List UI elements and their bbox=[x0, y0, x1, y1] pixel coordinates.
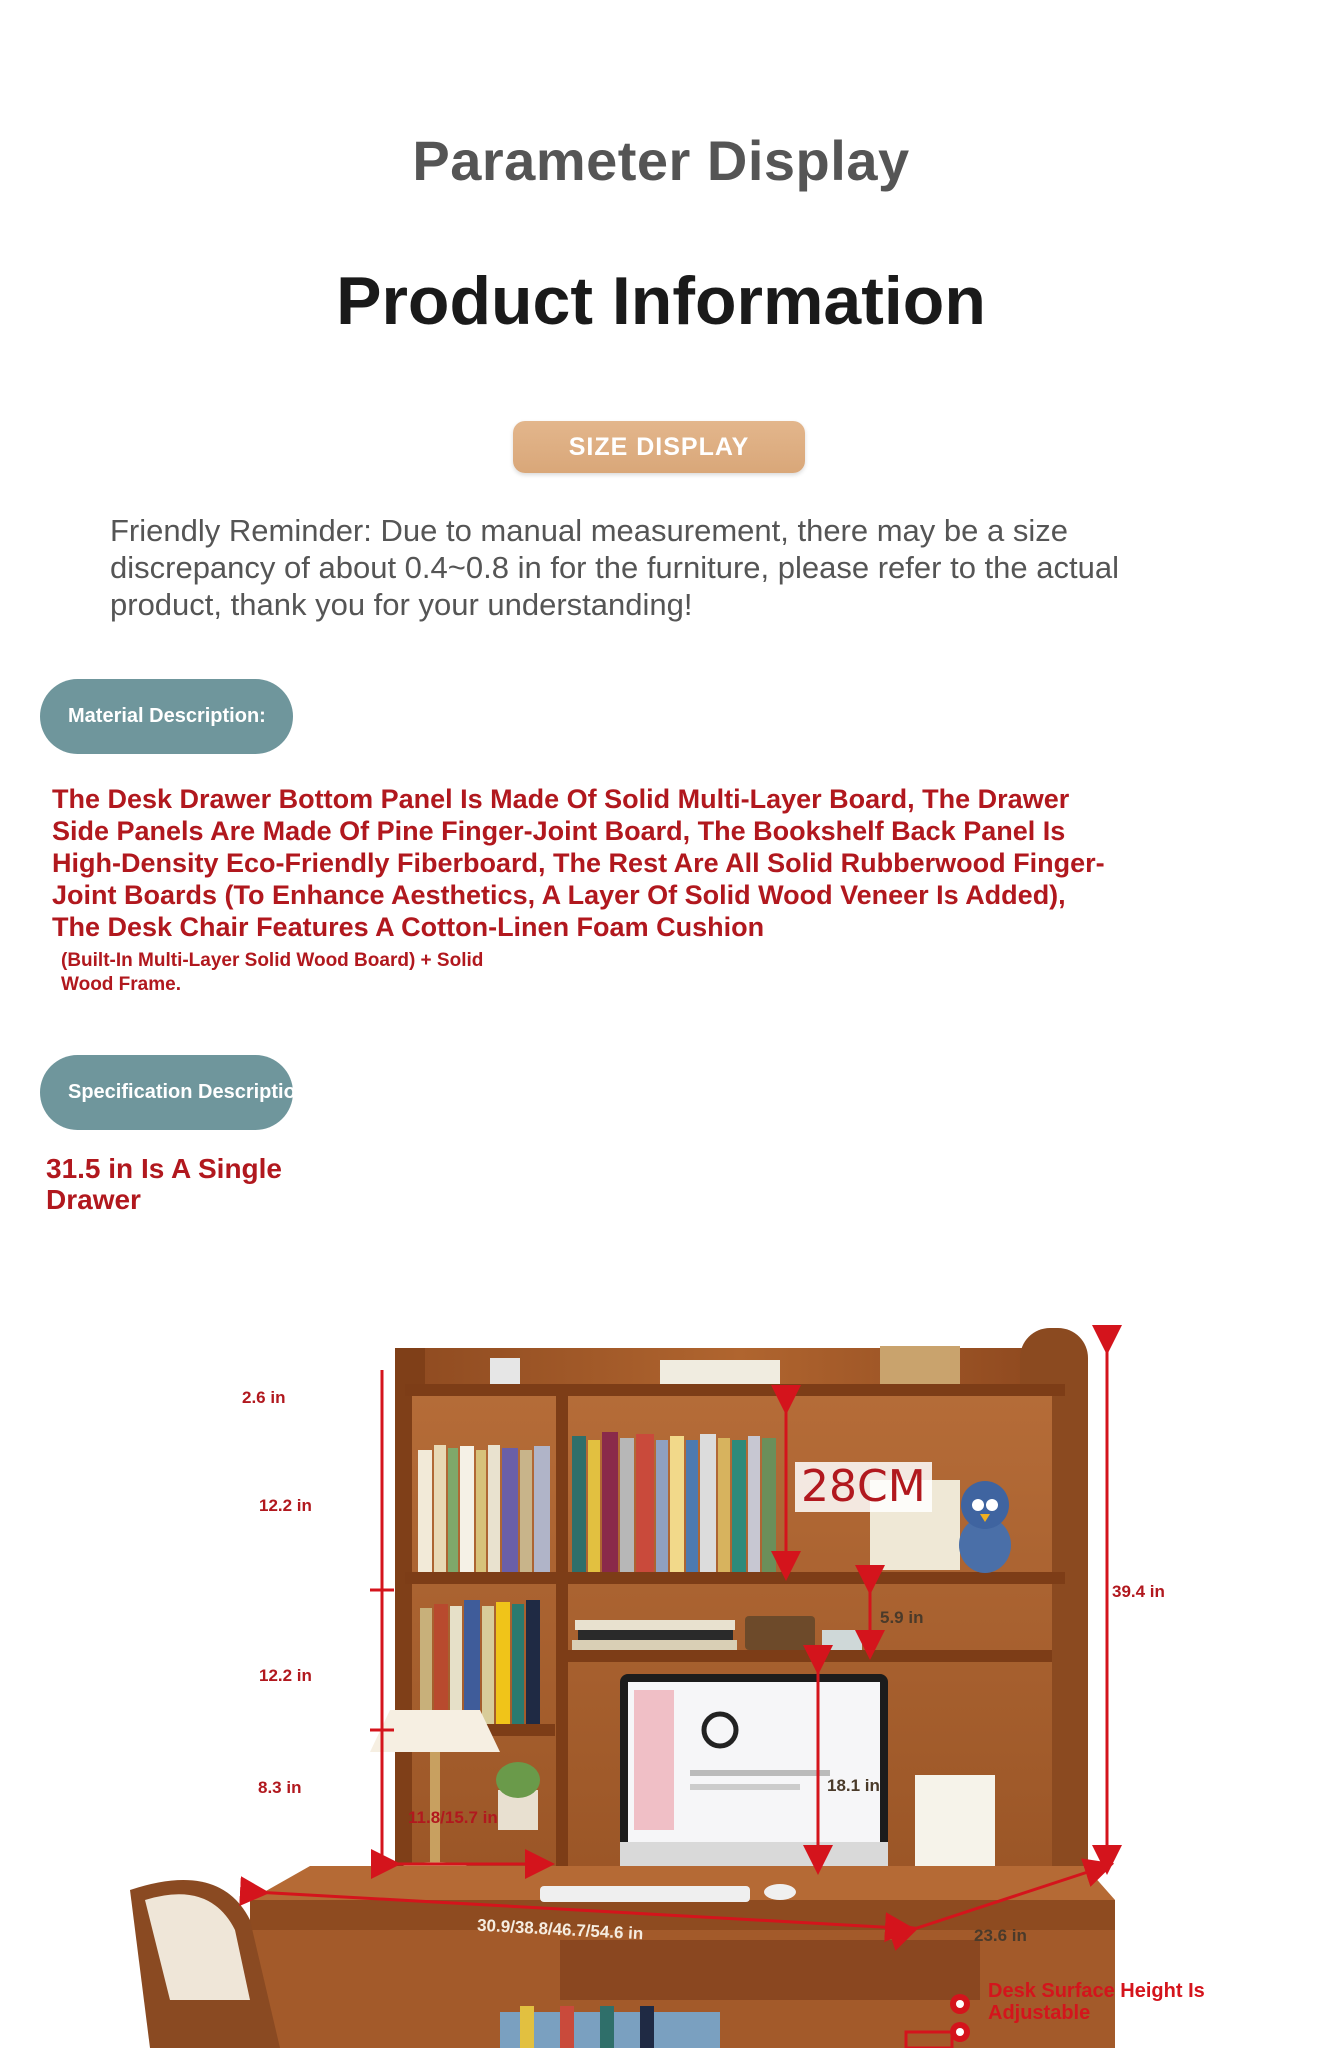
penguin-figure bbox=[959, 1481, 1011, 1573]
bottom-gap-label: 8.3 in bbox=[258, 1778, 302, 1797]
friendly-reminder: Friendly Reminder: Due to manual measurement, there may be a size discrepancy of about 0.4~0.8 in for the furniture, please refer to the actual product, thank you for your understanding! bbox=[110, 513, 1119, 622]
desk-product-illustration bbox=[0, 1300, 1322, 2048]
monitor-space-label: 18.1 in bbox=[827, 1776, 880, 1795]
material-frame-note: (Built-In Multi-Layer Solid Wood Board) + Solid Wood Frame. bbox=[61, 950, 484, 995]
material-description-text: The Desk Drawer Bottom Panel Is Made Of Solid Multi-Layer Board, The Drawer Side Panels Are Made Of Pine Finger-Joint Board, The Bookshelf Back Panel Is High-Density Eco-Friendly Fiberboard, The Rest Are All Solid Rubberwood Finger-Joint Boards (To Enhance Aesthetics, A Layer Of Solid Wood Veneer Is Added), The Desk Chair Features A Cotton-Linen Foam Cushion bbox=[52, 784, 1105, 942]
material-description-label: Material Description: bbox=[40, 679, 293, 754]
desk-width-label: 30.9/38.8/46.7/54.6 in bbox=[476, 1915, 644, 1944]
product-information-heading: Product Information bbox=[336, 263, 986, 339]
books-under-desk bbox=[500, 2006, 720, 2048]
size-display-badge: SIZE DISPLAY bbox=[513, 421, 805, 473]
specification-text: 31.5 in Is A Single Drawer bbox=[46, 1153, 283, 1215]
desk-drawing bbox=[0, 1300, 1322, 2048]
shelf-upper-label: 12.2 in bbox=[259, 1496, 312, 1515]
small-shelf-label: 5.9 in bbox=[880, 1608, 924, 1627]
books-lower-left bbox=[420, 1600, 540, 1724]
small-plant bbox=[496, 1762, 540, 1830]
adjustable-height-note: Desk Surface Height Is Adjustable bbox=[988, 1980, 1205, 2024]
compartment-height-label: 28CM bbox=[795, 1462, 932, 1512]
overall-height-label: 39.4 in bbox=[1112, 1582, 1165, 1601]
desk-depth-label: 23.6 in bbox=[974, 1926, 1027, 1945]
shelf-lower-label: 12.2 in bbox=[259, 1666, 312, 1685]
books-upper-middle bbox=[572, 1432, 776, 1572]
parameter-display-heading: Parameter Display bbox=[412, 129, 910, 192]
shelf-depth-label: 11.8/15.7 in bbox=[408, 1808, 498, 1827]
specification-description-label: Specification Description: bbox=[40, 1055, 293, 1130]
books-upper-left bbox=[418, 1445, 550, 1572]
top-gap-label: 2.6 in bbox=[242, 1388, 286, 1407]
